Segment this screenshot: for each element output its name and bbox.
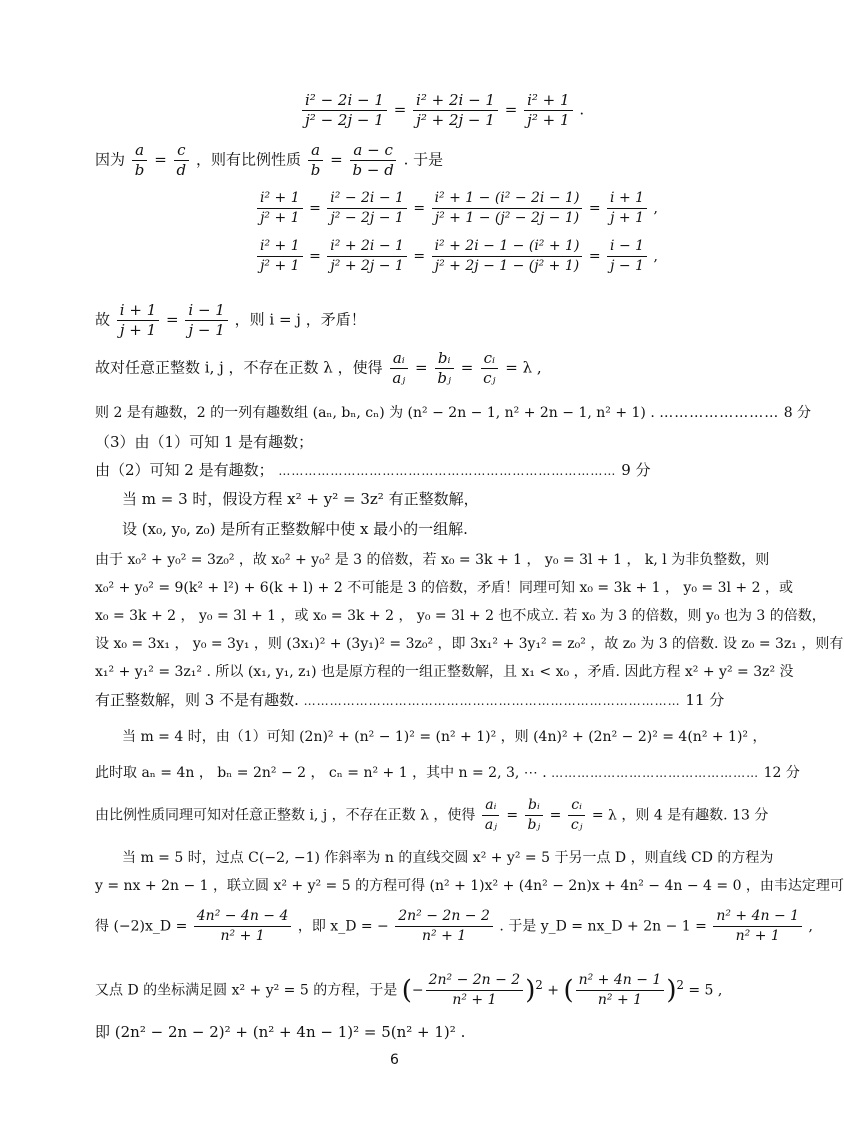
equation-top: $\frac{\text{i² − 2i − 1}}{\text{j² − 2j − 1}}$ = $\frac{\text{i² + 2i − 1}}{\text{j² + 2j − 1}}$ = $\frac{\text{i² + 1}}{\text{j² + 1}}$ . [300,92,584,129]
para-m3-line: 由于 x₀² + y₀² = 3z₀² ，故 x₀² + y₀² 是 3 的倍数，若 x₀ = 3k + 1 ， y₀ = 3l + 1 ， k, l 为非负整数，则 [95,552,770,568]
equation-b: $\frac{\text{i² + 1}}{\text{j² + 1}}$ = $\frac{\text{i² + 2i − 1}}{\text{j² + 2j − 1}}$ = $\frac{\text{i² + 2i − 1 − (i² + 1)}}{\text{j² + 2j − 1 − (j² + 1)}}$ = $\frac{i - 1}{j - 1}$ , [255,238,658,275]
text-take-an: 此时取 aₙ = 4n ， bₙ = 2n² − 2 ， cₙ = n² + 1 ，其中 n = 2, 3, ⋯ . ………………………………………… 12 分 [95,765,800,781]
para-m3-line: x₁² + y₁² = 3z₁² . 所以 (x₁, y₁, z₁) 也是原方程的一组正整数解，且 x₁ < x₀ ，矛盾. 因此方程 x² + y² = 3z² 没 [95,664,794,680]
equation-a: $\frac{\text{i² + 1}}{\text{j² + 1}}$ = $\frac{\text{i² − 2i − 1}}{\text{j² − 2j − 1}}$ = $\frac{\text{i² + 1 − (i² − 2i − 1)}}{\text{j² + 1 − (j² − 2j − 1)}}$ = $\frac{i + 1}{j + 1}$ , [255,190,658,227]
text-2-interesting: 则 2 是有趣数，2 的一列有趣数组 (aₙ, bₙ, cₙ) 为 (n² − 2n − 1, n² + 2n − 1, n² + 1) . …………………… 8 分 [95,405,812,421]
para-m3-line: 有正整数解，则 3 不是有趣数. …………………………………………………………………………… 11 分 [95,691,725,709]
text-final-eq: 即 (2n² − 2n − 2)² + (n² + 4n − 1)² = 5(n² + 1)² . [95,1023,466,1041]
text-m3: 当 m = 3 时，假设方程 x² + y² = 3z² 有正整数解， [122,490,479,508]
score: 8 分 [783,405,812,421]
score: 9 分 [621,461,651,479]
text-contradiction: 故 $\frac{i + 1}{j + 1}$ = $\frac{i - 1}{j - 1}$ ，则 i = j ，矛盾！ [95,301,366,339]
fraction: $\frac{\text{i² + 1}}{\text{j² + 1}}$ [524,92,572,129]
text-xd-yd: 得 (−2)x_D = $\frac{\text{4n² − 4n − 4}}{\text{n² + 1}}$ ，即 x_D = − $\frac{\text{2n² − 2n − 2}}{\text{n² + 1}}$ . 于是 y_D = nx_D + 2n − 1 = $\frac{\text{n² + 4n − 1}}{\text{n² + 1}}$ , [95,908,813,944]
para-m3-line: 设 x₀ = 3x₁ ， y₀ = 3y₁ ，则 (3x₁)² + (3y₁)² = 3z₀² ，即 3x₁² + 3y₁² = z₀² ，故 z₀ 为 3 的倍数. 设 z₀ = 3z₁ ，则有 [95,636,844,652]
fraction: $\frac{\text{i² + 2i − 1}}{\text{j² + 2j − 1}}$ [413,92,498,129]
para-m5-line: y = nx + 2n − 1 ，联立圆 x² + y² = 5 的方程可得 (n² + 1)x² + (4n² − 2n)x + 4n² − 4n − 4 = 0 ，由韦达定理可 [95,878,844,894]
text-4-interesting: 由比例性质同理可知对任意正整数 i, j ，不存在正数 λ ，使得 $\frac{\text{aᵢ}}{\text{aⱼ}}$ = $\frac{\text{bᵢ}}{\text{bⱼ}}$ = $\frac{\text{cᵢ}}{\text{cⱼ}}$ = λ ，则 4 是有趣数. 13 分 [95,797,769,833]
text-let-minimal: 设 (x₀, y₀, z₀) 是所有正整数解中使 x 最小的一组解. [122,520,468,538]
score: 13 分 [732,807,769,824]
fraction: $\frac{\text{i² − 2i − 1}}{\text{j² − 2j − 1}}$ [302,92,387,129]
para-m3-line: x₀² + y₀² = 9(k² + l²) + 6(k + l) + 2 不可能是 3 的倍数，矛盾！同理可知 x₀ = 3k + 1 ， y₀ = 3l + 2 ，或 [95,580,793,596]
score: 11 分 [685,691,725,709]
text-point-d: 又点 D 的坐标满足圆 x² + y² = 5 的方程，于是 (− $\frac{\text{2n² − 2n − 2}}{\text{n² + 1}}$ )$^2$ + ( $\frac{\text{n² + 4n − 1}}{\text{n² + 1}}$ )$^2$ = 5 , [95,972,723,1008]
text-for-any: 故对任意正整数 i, j ，不存在正数 λ ，使得 $\frac{\text{aᵢ}}{\text{aⱼ}}$ = $\frac{\text{bᵢ}}{\text{bⱼ}}$ = $\frac{\text{cᵢ}}{\text{cⱼ}}$ = λ , [95,349,542,387]
text-part3-b: 由（2）可知 2 是有趣数； …………………………………………………………………… 9 分 [95,461,651,479]
para-m3-line: x₀ = 3k + 2 ， y₀ = 3l + 1 ，或 x₀ = 3k + 2 ， y₀ = 3l + 2 也不成立. 若 x₀ 为 3 的倍数，则 y₀ 也为 3 的倍数， [95,608,826,624]
score: 12 分 [763,765,800,781]
para-m5-line: 当 m = 5 时，过点 C(−2, −1) 作斜率为 n 的直线交圆 x² + y² = 5 于另一点 D ，则直线 CD 的方程为 [122,850,774,866]
page-number: 6 [390,1052,399,1068]
text-part3-a: （3）由（1）可知 1 是有趣数； [95,433,314,451]
text-because: 因为 $\frac{a}{b}$ = $\frac{c}{d}$ ，则有比例性质 $\frac{a}{b}$ = $\frac{a - c}{b - d}$ . 于是 [95,141,444,179]
text-m4: 当 m = 4 时，由（1）可知 (2n)² + (n² − 1)² = (n² + 1)² ，则 (4n)² + (2n² − 2)² = 4(n² + 1)² ， [122,729,767,745]
